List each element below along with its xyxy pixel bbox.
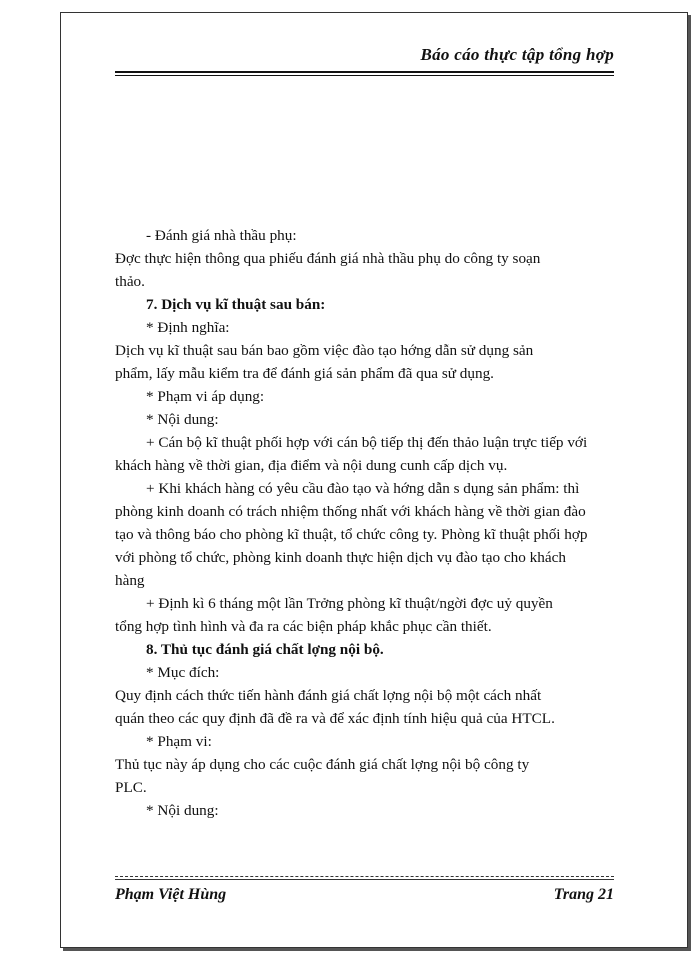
paragraph-line: * Mục đích:	[146, 664, 220, 681]
paragraph-line: với phòng tổ chức, phòng kinh doanh thực hiện dịch vụ đào tạo cho khách	[115, 549, 566, 566]
paragraph-line: PLC.	[115, 779, 147, 796]
header-title: Báo cáo thực tập tổng hợp	[420, 45, 614, 64]
footer-rule	[115, 879, 614, 880]
header-rule	[115, 71, 614, 73]
paragraph-line: * Phạm vi áp dụng:	[146, 388, 265, 405]
footer-rule-dashed	[115, 876, 614, 877]
header-rule-thin	[115, 75, 614, 76]
paragraph-line: Đợc thực hiện thông qua phiếu đánh giá nhà thầu phụ do công ty soạn	[115, 250, 541, 267]
paragraph-line: Dịch vụ kĩ thuật sau bán bao gồm việc đào tạo hớng dẫn sử dụng sản	[115, 342, 534, 359]
paragraph-line: thảo.	[115, 273, 145, 290]
paragraph-line: * Nội dung:	[146, 802, 219, 819]
paragraph-line: Thủ tục này áp dụng cho các cuộc đánh giá chất lợng nội bộ công ty	[115, 756, 530, 773]
paragraph-line: tạo và thông báo cho phòng kĩ thuật, tổ chức công ty. Phòng kĩ thuật phối hợp	[115, 526, 588, 543]
paragraph-line: hàng	[115, 572, 145, 589]
paragraph-line: khách hàng về thời gian, địa điểm và nội dung cunh cấp dịch vụ.	[115, 457, 508, 474]
paragraph-line: + Định kì 6 tháng một lần Trởng phòng kĩ thuật/ngời đợc uỷ quyền	[146, 595, 553, 612]
footer-author: Phạm Việt Hùng	[115, 886, 227, 903]
paragraph-line: * Phạm vi:	[146, 733, 212, 750]
paragraph-line: + Khi khách hàng có yêu cầu đào tạo và hớng dẫn s dụng sản phẩm: thì	[146, 480, 580, 497]
paragraph-line: phòng kinh doanh có trách nhiệm thống nhất với khách hàng về thời gian đào	[115, 503, 586, 520]
paragraph-line: Quy định cách thức tiến hành đánh giá chất lợng nội bộ một cách nhất	[115, 687, 542, 704]
paragraph-line: quán theo các quy định đã đề ra và để xác định tính hiệu quả của HTCL.	[115, 710, 555, 727]
section-heading: 7. Dịch vụ kĩ thuật sau bán:	[146, 296, 326, 313]
paragraph-line: tổng hợp tình hình và đa ra các biện pháp khắc phục cần thiết.	[115, 618, 492, 635]
paragraph-line: - Đánh giá nhà thầu phụ:	[146, 227, 297, 244]
document-body	[115, 224, 615, 822]
section-heading: 8. Thủ tục đánh giá chất lợng nội bộ.	[146, 641, 384, 658]
paragraph-line: * Định nghĩa:	[146, 319, 230, 336]
paragraph-line: + Cán bộ kĩ thuật phối hợp với cán bộ tiếp thị đến thảo luận trực tiếp với	[146, 434, 588, 451]
paragraph-line: * Nội dung:	[146, 411, 219, 428]
footer-page-number: Trang 21	[553, 886, 614, 903]
paragraph-line: phẩm, lấy mẫu kiểm tra để đánh giá sản phẩm đã qua sử dụng.	[115, 365, 494, 382]
